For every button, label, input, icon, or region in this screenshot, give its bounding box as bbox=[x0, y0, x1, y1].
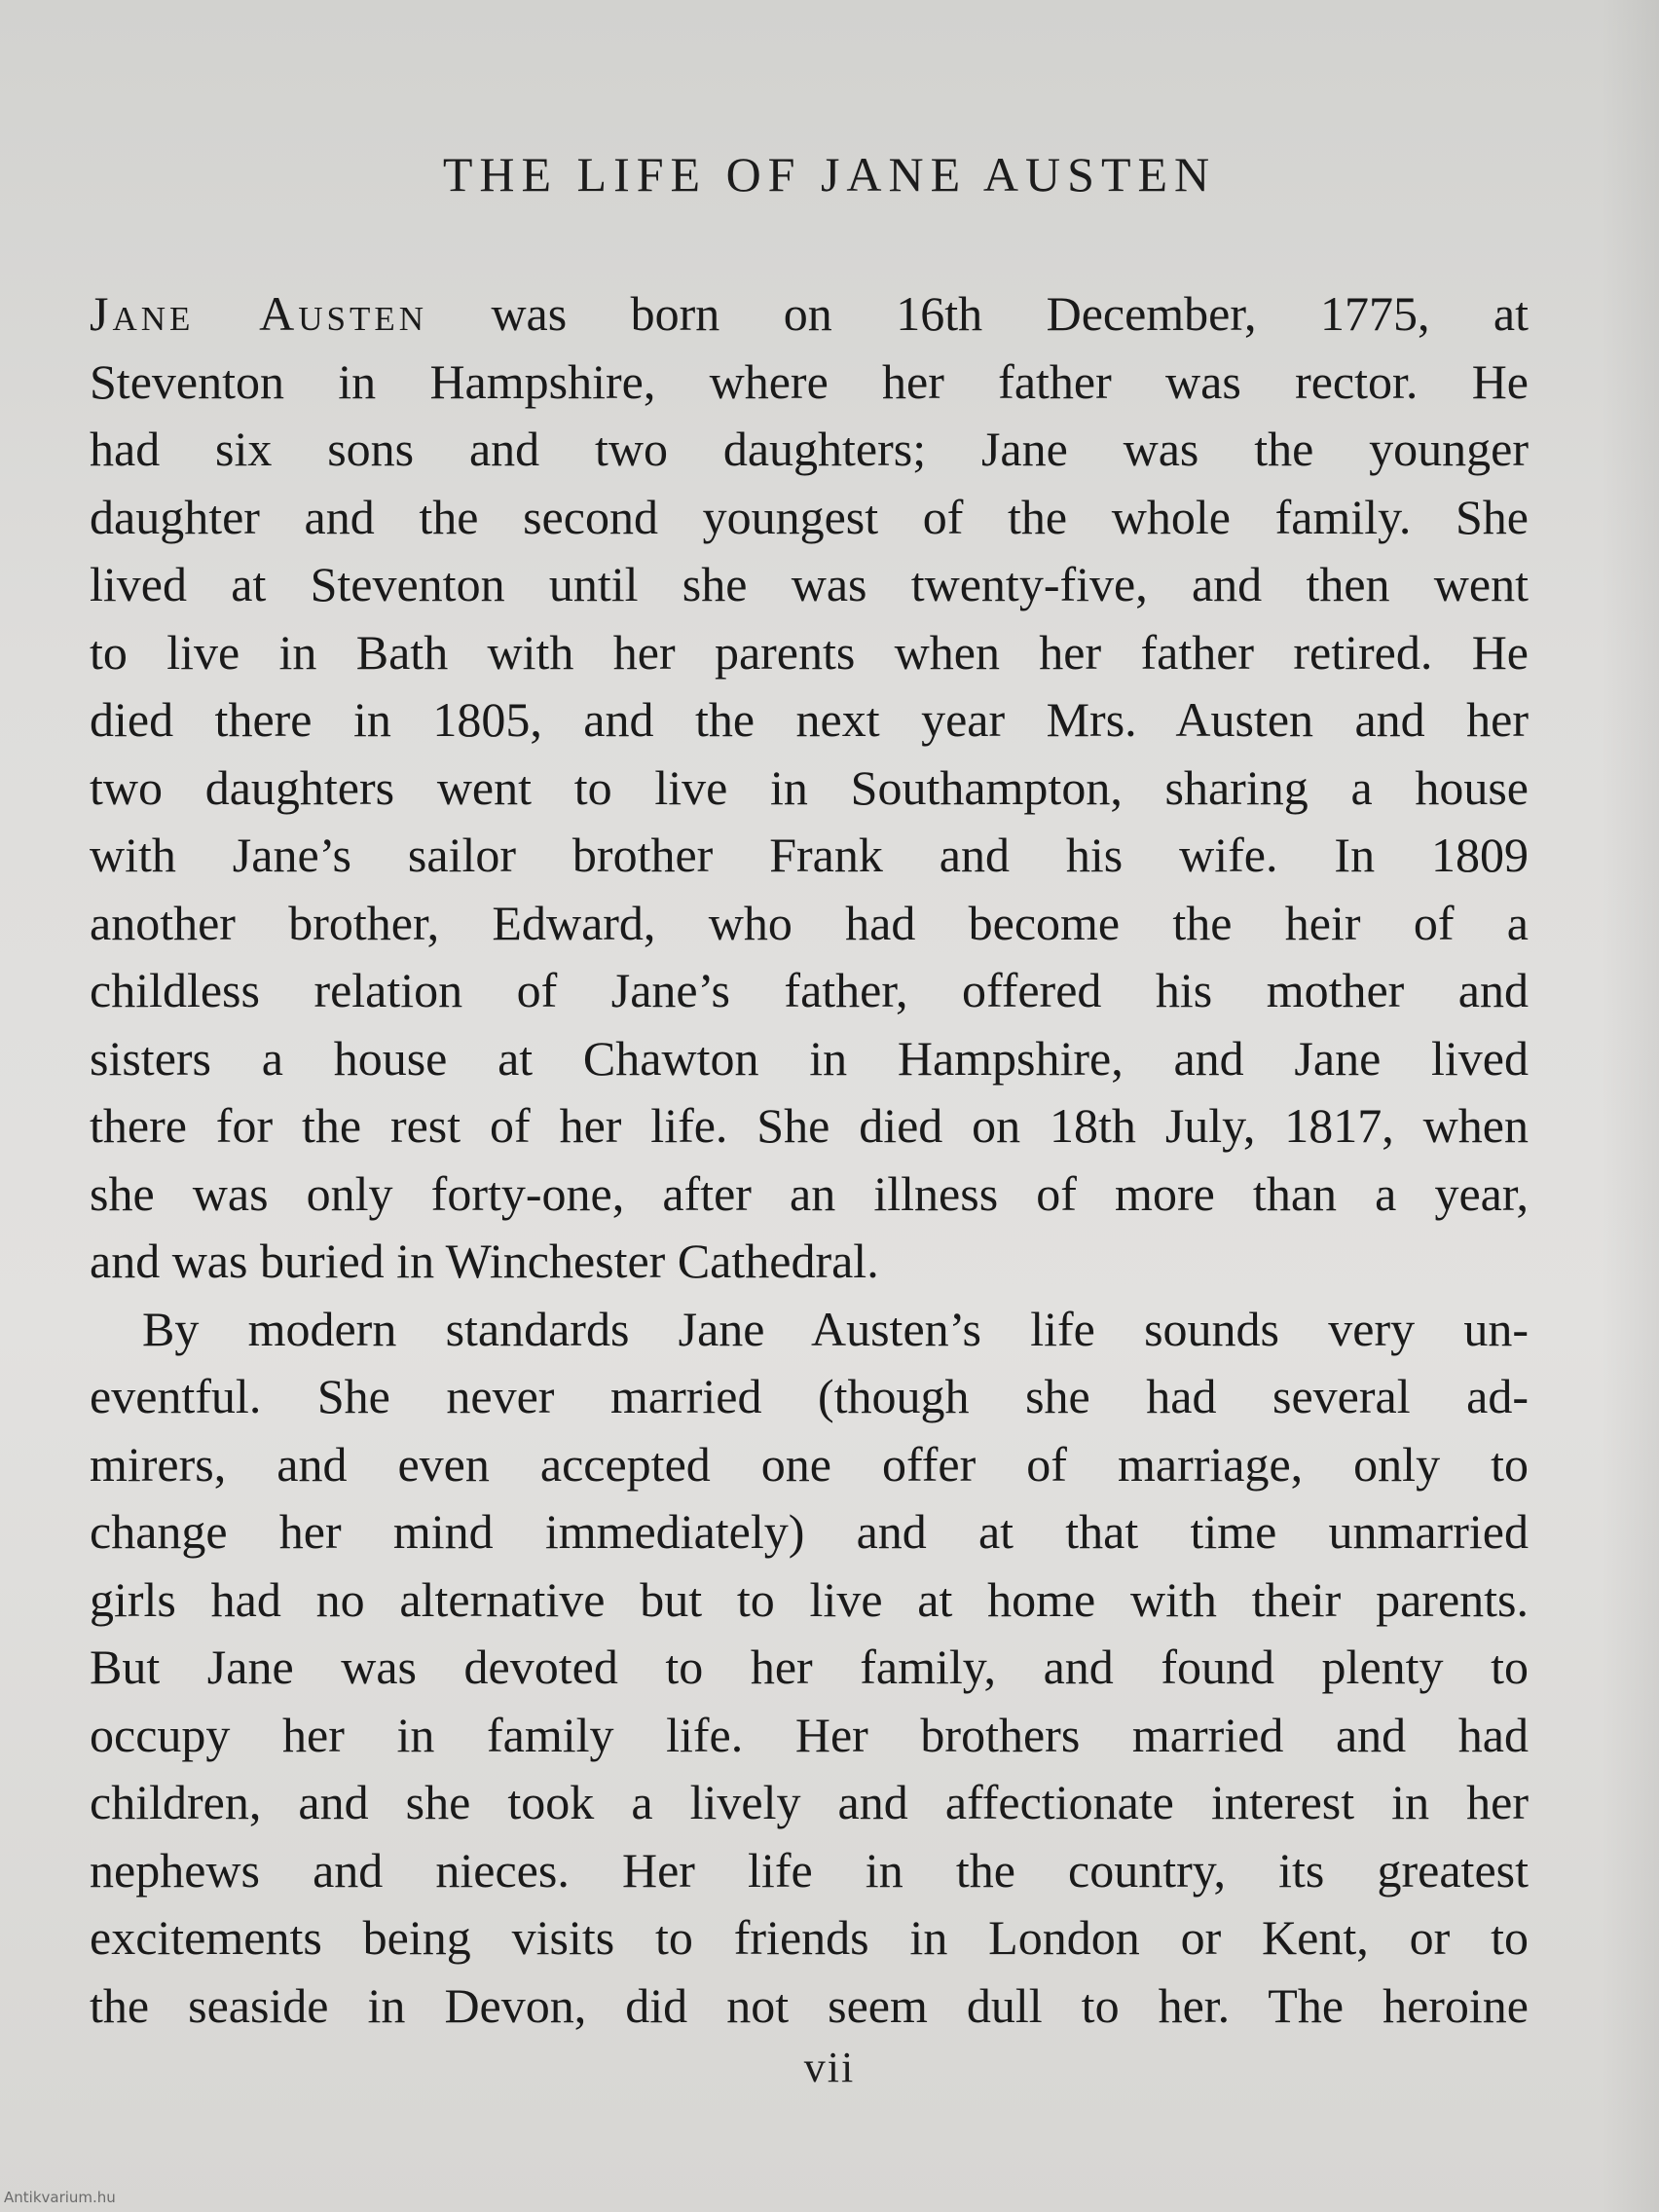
text-line: and was buried in Winchester Cathedral. bbox=[90, 1234, 879, 1288]
page-number: vii bbox=[803, 2044, 856, 2091]
text-line: lived at Steventon until she was twenty-five, and then went bbox=[90, 557, 1529, 611]
text-line: change her mind immediately) and at that time unmarried bbox=[90, 1504, 1529, 1559]
text-line: there for the rest of her life. She died on 18th July, 1817, when bbox=[90, 1098, 1529, 1153]
text-line: But Jane was devoted to her family, and found plenty to bbox=[90, 1640, 1529, 1694]
text-line: died there in 1805, and the next year Mrs. Austen and her bbox=[90, 692, 1529, 747]
text-line: had six sons and two daughters; Jane was the younger bbox=[90, 422, 1529, 476]
text-line: Jane Austen was born on 16th December, 1775, at bbox=[90, 286, 1529, 341]
paragraph-1 bbox=[90, 280, 1529, 1296]
text-line: nephews and nieces. Her life in the country, its greatest bbox=[90, 1842, 1529, 1898]
text-line: another brother, Edward, who had become the heir of a bbox=[90, 895, 1529, 950]
text-line: with Jane’s sailor brother Frank and his wife. In 1809 bbox=[90, 828, 1529, 882]
text-line: she was only forty-one, after an illness of more than a year, bbox=[90, 1165, 1529, 1221]
text-line: excitements being visits to friends in London or Kent, or to bbox=[90, 1910, 1529, 1965]
text-line: By modern standards Jane Austen’s life sounds very un- bbox=[142, 1301, 1529, 1356]
body-text bbox=[90, 280, 1529, 2040]
lead-name: Jane Austen bbox=[90, 286, 427, 341]
text-line: eventful. She never married (though she had several ad- bbox=[90, 1369, 1529, 1423]
text-line: to live in Bath with her parents when her father retired. He bbox=[90, 624, 1529, 680]
text-line: mirers, and even accepted one offer of marriage, only to bbox=[90, 1436, 1529, 1492]
text-line: girls had no alternative but to live at home with their parents. bbox=[90, 1571, 1529, 1627]
text-line: Steventon in Hampshire, where her father was rector. He bbox=[90, 353, 1529, 409]
text-line: daughter and the second youngest of the whole family. She bbox=[90, 489, 1529, 544]
text-line: two daughters went to live in Southampton, sharing a house bbox=[90, 759, 1529, 815]
text-line: sisters a house at Chawton in Hampshire, and Jane lived bbox=[90, 1030, 1529, 1086]
text-line: children, and she took a lively and affectionate interest in her bbox=[90, 1775, 1529, 1829]
text-line: occupy her in family life. Her brothers married and had bbox=[90, 1707, 1529, 1762]
paragraph-2 bbox=[90, 1296, 1529, 2041]
watermark-logo: Antikvarium.hu bbox=[4, 2189, 116, 2206]
text-line: childless relation of Jane’s father, offered his mother and bbox=[90, 963, 1529, 1017]
text-line: the seaside in Devon, did not seem dull to her. The heroine bbox=[90, 1977, 1529, 2033]
chapter-title: THE LIFE OF JANE AUSTEN bbox=[442, 147, 1217, 202]
page-edge-shadow bbox=[1601, 0, 1659, 2212]
